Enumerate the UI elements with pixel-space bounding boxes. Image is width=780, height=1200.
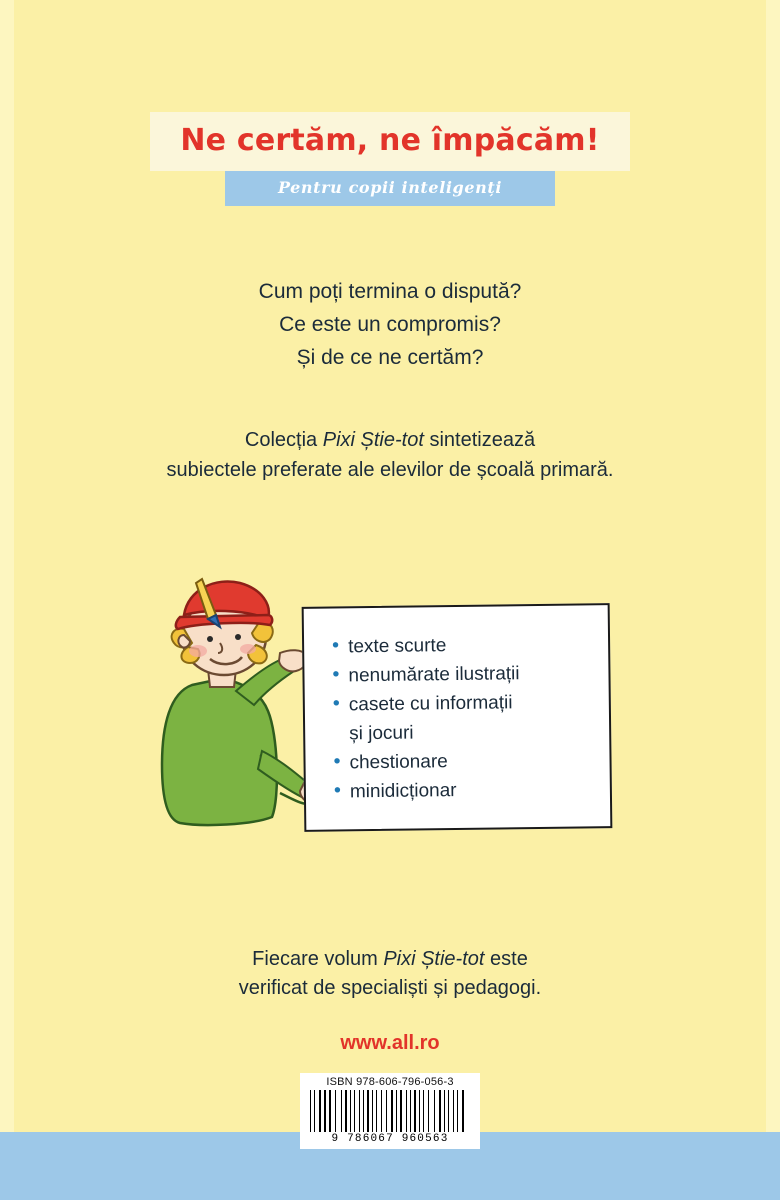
title-band <box>150 112 630 171</box>
features-card <box>302 603 613 832</box>
verification-note <box>0 945 780 1003</box>
feature-item: • texte scurte <box>332 629 608 661</box>
right-margin-strip <box>766 0 780 1200</box>
feature-item: • minidicționar <box>334 774 610 806</box>
blurb-line-1 <box>0 425 780 455</box>
feature-item: • casete cu informații <box>333 687 609 719</box>
isbn-text: ISBN 978-606-796-056-3 <box>326 1076 454 1088</box>
blurb-prefix: Colecția <box>244 429 323 451</box>
website-link[interactable]: www.all.ro <box>340 1032 440 1054</box>
blurb-suffix: sintetizează <box>423 429 536 451</box>
collection-name: Pixi Știe-tot <box>322 429 424 451</box>
title-block <box>150 112 630 206</box>
question-line-2: Ce este un compromis? <box>279 313 501 336</box>
ean-digits: 9 786067 960563 <box>331 1133 449 1145</box>
barcode-bars <box>310 1090 470 1132</box>
feature-item: • nenumărate ilustrații <box>332 658 608 690</box>
page-title: Ne certăm, ne împăcăm! <box>180 123 600 158</box>
page-subtitle: Pentru copii inteligenți <box>277 178 503 197</box>
collection-name-footer: Pixi Știe-tot <box>383 948 485 970</box>
features-list <box>304 605 610 807</box>
barcode-block <box>300 1073 480 1149</box>
note-prefix: Fiecare volum <box>252 948 384 970</box>
blurb-line-2: subiectele preferate ale elevilor de școală primară. <box>166 459 614 481</box>
question-line-1: Cum poți termina o dispută? <box>258 280 522 303</box>
note-suffix: este <box>484 948 528 970</box>
collection-blurb <box>0 425 780 485</box>
verification-line-2: verificat de specialiști și pedagogi. <box>238 977 542 999</box>
feature-item: • chestionare <box>333 745 609 777</box>
left-margin-strip <box>0 0 14 1200</box>
questions-block <box>0 275 780 374</box>
subtitle-band <box>225 171 555 206</box>
feature-item-continuation: și jocuri <box>349 722 414 745</box>
question-line-3: Și de ce ne certăm? <box>296 346 484 369</box>
verification-line-1 <box>0 945 780 974</box>
